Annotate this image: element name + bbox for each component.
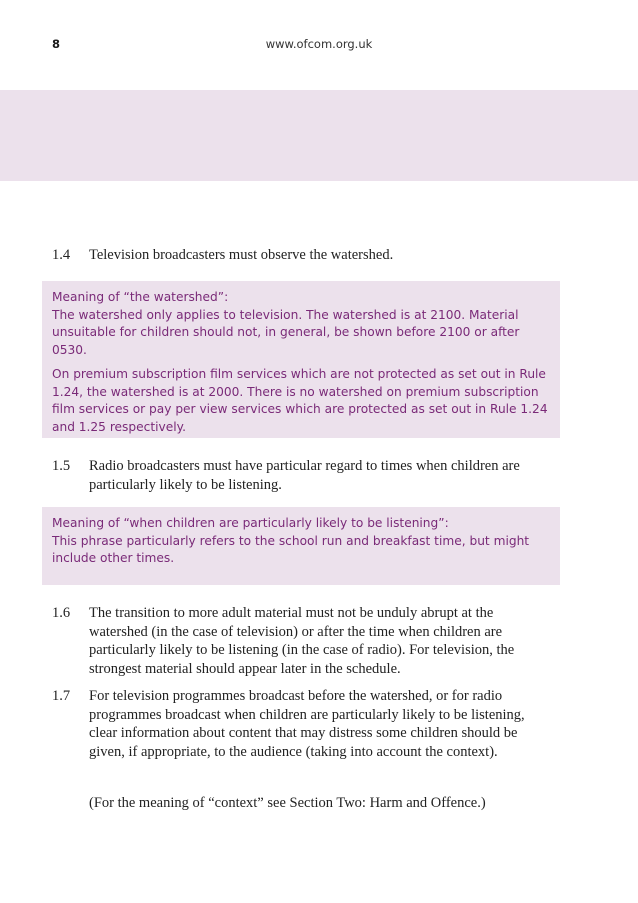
meaning-title: Meaning of “the watershed”: — [52, 290, 229, 304]
rule-number: 1.4 — [52, 247, 71, 263]
rule-text: The transition to more adult material must not be unduly abrupt at the watershed (in the case of television) or after the time when children are particularly likely to be listening (in the case of radio). For television, the strongest material should appear later in the schedule. — [89, 605, 515, 677]
meaning-title: Meaning of “when children are particularly likely to be listening”: — [52, 516, 449, 530]
header-url: www.ofcom.org.uk — [265, 37, 373, 51]
page-number: 8 — [52, 37, 61, 51]
rule-number: 1.6 — [52, 605, 71, 621]
rule-text: Radio broadcasters must have particular regard to times when children are particularly likely to be listening. — [89, 458, 520, 493]
meaning-paragraph: This phrase particularly refers to the school run and breakfast time, but might include other times. — [52, 533, 530, 565]
meaning-paragraph: On premium subscription film services which are not protected as set out in Rule 1.24, the watershed is at 2000. There is no watershed on premium subscription film services or pay per view services which are protected as set out in Rule 1.24 and 1.25 respectively. — [52, 367, 548, 434]
meaning-box-watershed — [42, 281, 560, 438]
rule-number: 1.7 — [52, 688, 71, 704]
rule-text: Television broadcasters must observe the watershed. — [89, 247, 394, 263]
header-band — [0, 90, 638, 181]
rule-text: For television programmes broadcast before the watershed, or for radio programmes broadcast when children are particularly likely to be listening, clear information about content that may distress some children should be given, if appropriate, to the audience (taking into account the context). — [89, 688, 525, 760]
rule-number: 1.5 — [52, 458, 71, 474]
meaning-paragraph: The watershed only applies to television. The watershed is at 2100. Material unsuitable for children should not, in general, be shown before 2100 or after 0530. — [52, 307, 520, 357]
rule-note: (For the meaning of “context” see Section Two: Harm and Offence.) — [89, 795, 486, 811]
meaning-box-children-listening — [42, 507, 560, 585]
